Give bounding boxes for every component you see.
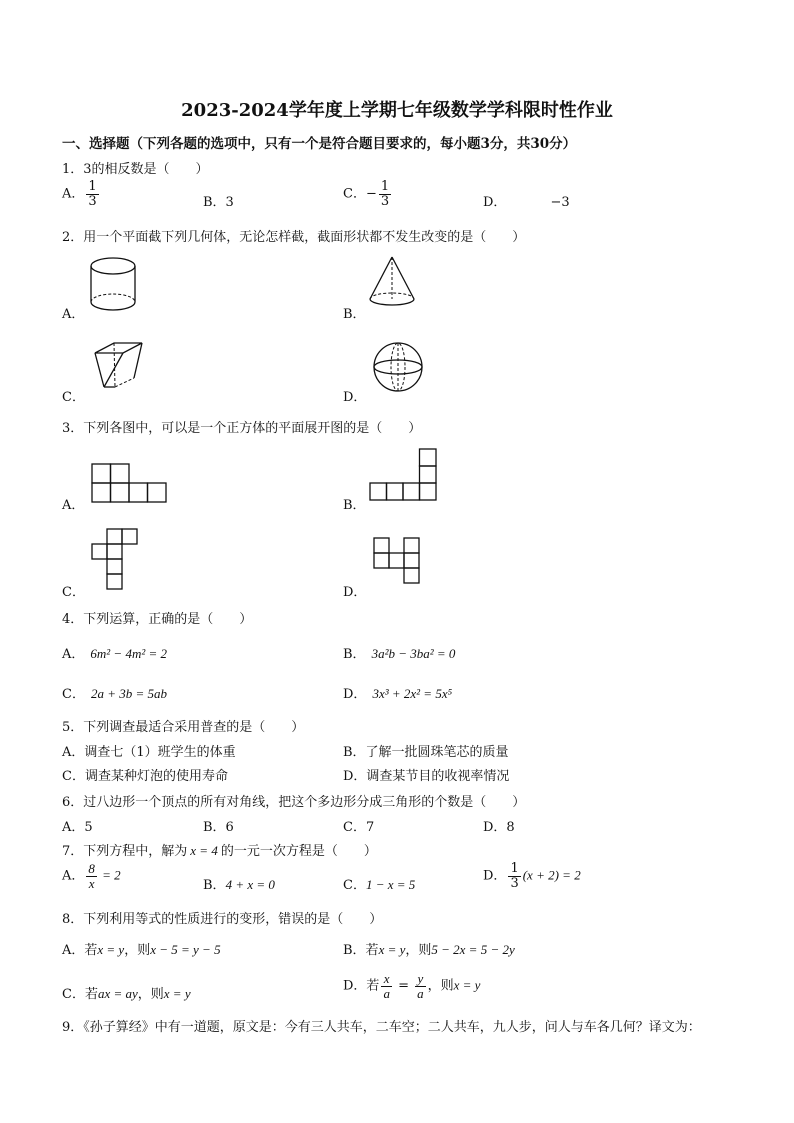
question-1-stem: 1．3的相反数是（ ） xyxy=(62,162,209,177)
q2-option-c: C． xyxy=(62,390,85,405)
q7-option-a: A． $\frac{8}{x}$ = 2 xyxy=(62,861,121,891)
q1-option-a: A． $\frac{1}{3}$ xyxy=(62,179,97,209)
question-6-stem: 6．过八边形一个顶点的所有对角线，把这个多边形分成三角形的个数是（ ） xyxy=(62,795,526,810)
section-heading: 一、选择题（下列各题的选项中，只有一个是符合题目要求的，每小题3分，共30分） xyxy=(62,136,577,152)
cube-net-c xyxy=(90,528,140,592)
cylinder-icon xyxy=(90,255,140,315)
q7-option-b: B．4 + x = 0 xyxy=(203,877,275,893)
q3-option-a: A． xyxy=(62,498,85,513)
triangular-prism-icon xyxy=(92,341,147,391)
q3-option-d: D． xyxy=(343,585,367,600)
cube-net-b xyxy=(369,449,441,504)
q1-option-c: C．− $\frac{1}{3}$ xyxy=(343,179,390,209)
q2-option-a: A． xyxy=(62,307,85,322)
q5-option-b: B．了解一批圆珠笔芯的质量 xyxy=(343,745,509,760)
q6-option-b: B．6 xyxy=(203,820,234,835)
q2-option-d: D． xyxy=(343,390,367,405)
question-9-stem: 9．《孙子算经》中有一道题，原文是：今有三人共车，二车空；二人共车，九人步，问人与车各几何？译文为： xyxy=(62,1020,701,1035)
cube-net-d xyxy=(373,537,425,589)
question-3-stem: 3．下列各图中，可以是一个正方体的平面展开图的是（ ） xyxy=(62,421,422,436)
q1-option-b: B．3 xyxy=(203,195,234,210)
q5-option-c: C．调查某种灯泡的使用寿命 xyxy=(62,769,228,784)
q7-option-c: C．1 − x = 5 xyxy=(343,877,416,893)
q8-option-d: D．若 $\frac{x}{a}$ = $\frac{y}{a}$ ，则x = y xyxy=(343,971,481,1001)
q6-option-c: C．7 xyxy=(343,820,375,835)
question-4-stem: 4．下列运算，正确的是（ ） xyxy=(62,612,253,627)
cube-net-a xyxy=(91,463,171,505)
q6-option-a: A．5 xyxy=(62,820,93,835)
q7-option-d: D． $\frac{1}{3}$ (x + 2) = 2 xyxy=(483,861,581,891)
q8-option-c: C．若ax = ay，则x = y xyxy=(62,986,191,1002)
q2-option-b: B． xyxy=(343,307,366,322)
question-8-stem: 8．下列利用等式的性质进行的变形，错误的是（ ） xyxy=(62,912,383,927)
question-2-stem: 2．用一个平面截下列几何体，无论怎样截，截面形状都不发生改变的是（ ） xyxy=(62,230,526,245)
q4-option-d: D． 3x³ + 2x² = 5x⁵ xyxy=(343,686,453,702)
question-7-stem: 7．下列方程中，解为 x = 4 的一元一次方程是（ ） xyxy=(62,843,377,859)
q6-option-d: D．8 xyxy=(483,820,515,835)
q3-option-b: B． xyxy=(343,498,366,513)
q8-option-b: B．若x = y，则5 − 2x = 5 − 2y xyxy=(343,942,515,958)
q4-option-a: A． 6m² − 4m² = 2 xyxy=(62,646,168,662)
cone-icon xyxy=(368,255,418,310)
q5-option-d: D．调查某节目的收视率情况 xyxy=(343,769,510,784)
q4-option-c: C． 2a + 3b = 5ab xyxy=(62,686,167,702)
q8-option-a: A．若x = y，则x − 5 = y − 5 xyxy=(62,942,221,958)
sphere-icon xyxy=(368,340,428,395)
q1-option-d: D． −3 xyxy=(483,195,570,210)
q5-option-a: A．调查七（1）班学生的体重 xyxy=(62,745,236,760)
question-5-stem: 5．下列调查最适合采用普查的是（ ） xyxy=(62,720,305,735)
page-title: 2023-2024学年度上学期七年级数学学科限时性作业 xyxy=(181,100,613,121)
q4-option-b: B． 3a²b − 3ba² = 0 xyxy=(343,646,456,662)
q3-option-c: C． xyxy=(62,585,85,600)
